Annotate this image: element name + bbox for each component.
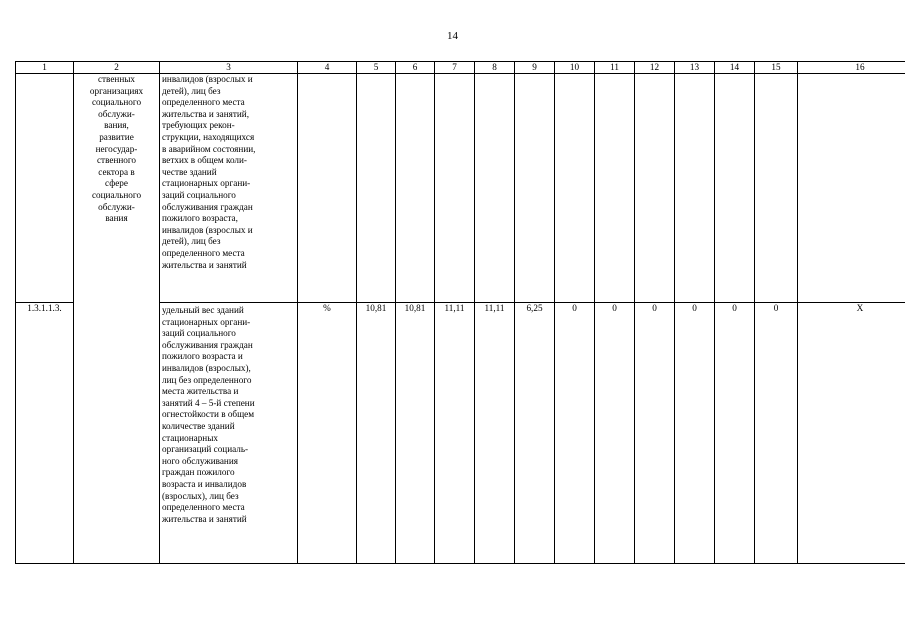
column-header: 8 (475, 62, 515, 74)
column-header: 15 (755, 62, 798, 74)
column-header: 4 (298, 62, 357, 74)
value-cell: 0 (595, 303, 635, 564)
indicator-description-cell (160, 303, 298, 564)
mark-cell: X (798, 303, 905, 564)
value-cell: 0 (755, 303, 798, 564)
value-cell: 0 (555, 303, 595, 564)
page-number: 14 (447, 30, 458, 42)
indicator-description-text: инвалидов (взрослых и детей), лиц без определенного места жительства и занятий, требующих рекон- струкции, находящихся в аварийном состоянии, ветхих в общем коли- честве зданий стационарных органи- заций социального обслуживания граждан пожилого возраста, инвалидов (взрослых и детей), лиц без определенного места жительства и занятий (162, 74, 256, 270)
table-cell (515, 74, 555, 303)
indicator-description-cell (160, 74, 298, 303)
value-cell: 10,81 (396, 303, 435, 564)
table-row-continued (16, 74, 905, 303)
value-cell: 0 (675, 303, 715, 564)
column-header: 9 (515, 62, 555, 74)
table-cell (435, 74, 475, 303)
indicator-table (15, 61, 905, 564)
column-header: 7 (435, 62, 475, 74)
row-id-cell (16, 74, 74, 303)
column-header: 13 (675, 62, 715, 74)
column-header: 1 (16, 62, 74, 74)
column-header: 14 (715, 62, 755, 74)
column-header: 10 (555, 62, 595, 74)
table-cell (715, 74, 755, 303)
table-cell (396, 74, 435, 303)
column-header: 5 (357, 62, 396, 74)
program-goal-cell (74, 74, 160, 564)
column-header: 16 (798, 62, 905, 74)
value-cell: 0 (635, 303, 675, 564)
column-header: 11 (595, 62, 635, 74)
indicator-description-text: удельный вес зданий стационарных органи- заций социального обслуживания граждан пожилого возраста и инвалидов (взрослых), лиц без определенного места жительства и занятий 4 – 5-й степени огнестойкости в общем количестве зданий стационарных организаций социаль- ного обслуживания граждан пожилого возраста и инвалидов (взрослых), лиц без определенного места жительства и занятий (162, 305, 255, 524)
indicator-id-cell: 1.3.1.1.3. (16, 303, 74, 564)
table-cell (798, 74, 905, 303)
table-cell (357, 74, 396, 303)
value-cell: 0 (715, 303, 755, 564)
table-cell (755, 74, 798, 303)
program-goal-text: ственных организациях социального обслужи- вания, развитие негосудар- ственного сектора в сфере социального обслужи- вания (89, 74, 144, 224)
column-number-header-row (16, 62, 905, 74)
column-header: 3 (160, 62, 298, 74)
value-cell: 11,11 (475, 303, 515, 564)
unit-cell: % (298, 303, 357, 564)
table-cell (675, 74, 715, 303)
table-cell (298, 74, 357, 303)
value-cell: 11,11 (435, 303, 475, 564)
table-cell (595, 74, 635, 303)
column-header: 12 (635, 62, 675, 74)
column-header: 6 (396, 62, 435, 74)
table-cell (635, 74, 675, 303)
table-cell (555, 74, 595, 303)
column-header: 2 (74, 62, 160, 74)
value-cell: 10,81 (357, 303, 396, 564)
value-cell: 6,25 (515, 303, 555, 564)
table-cell (475, 74, 515, 303)
